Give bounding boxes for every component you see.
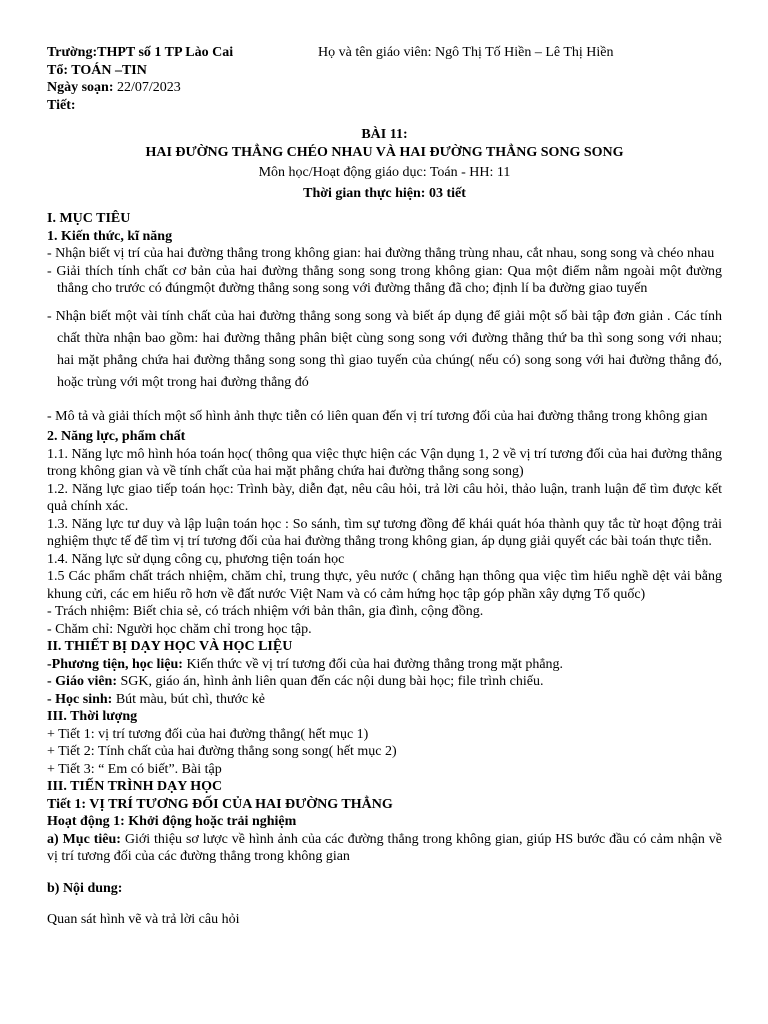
teacher-materials-label: - Giáo viên: — [47, 674, 117, 689]
teacher-names: Ngô Thị Tố Hiền – Lê Thị Hiền — [435, 45, 614, 60]
period1-heading: Tiết 1: VỊ TRÍ TƯƠNG ĐỐI CỦA HAI ĐƯỜNG THẲNG — [47, 796, 393, 812]
school-name: Trường:THPT số 1 TP Lào Cai — [47, 45, 234, 60]
section-objectives-heading: I. MỤC TIÊU — [47, 211, 131, 226]
prep-date — [47, 79, 722, 97]
activity1-heading: Hoạt động 1: Khởi động hoặc trải nghiệm — [47, 814, 297, 829]
duration-item: + Tiết 1: vị trí tương đối của hai đường thẳng( hết mục 1) — [47, 726, 369, 742]
lesson-number: BÀI 11: — [361, 127, 408, 142]
equipment-line — [47, 656, 722, 674]
duration-item: + Tiết 3: “ Em có biết”. Bài tập — [47, 761, 222, 777]
prep-date-value: 22/07/2023 — [117, 80, 181, 95]
competency-item: 1.4. Năng lực sử dụng công cụ, phương tiện toán học — [47, 551, 345, 567]
subsection-knowledge-heading: 1. Kiến thức, kĩ năng — [47, 228, 173, 244]
activity-goal — [47, 831, 722, 866]
teacher-materials-text: SGK, giáo án, hình ảnh liên quan đến các nội dung bài học; file trình chiếu. — [117, 674, 544, 689]
subsection-competency-heading: 2. Năng lực, phẩm chất — [47, 429, 186, 444]
equipment-label: -Phương tiện, học liệu: — [47, 656, 183, 672]
competency-item: - Trách nhiệm: Biết chia sẻ, có trách nhiệm với bản thân, gia đình, cộng đồng. — [47, 604, 484, 619]
activity-goal-text: Giới thiệu sơ lược về hình ảnh của các đường thẳng trong không gian, giúp HS bước đầu có cảm nhận về vị trí tương đối của các đường thẳng trong không gian — [47, 831, 722, 864]
lesson-subject: Môn học/Hoạt động giáo dục: Toán - HH: 11 — [258, 165, 511, 180]
period-label: Tiết: — [47, 97, 76, 113]
duration-heading: III. Thời lượng — [47, 709, 138, 724]
activity-goal-label: a) Mục tiêu: — [47, 831, 121, 847]
competency-item: 1.5 Các phẩm chất trách nhiệm, chăm chỉ, trung thực, yêu nước ( chẳng hạn thông qua việc tìm hiểu nghề dệt vải bằng khung cửi, các em hiểu rõ hơn về đất nước Việt Nam và có cảm hứng học tập góp phần xây dựng Tổ quốc) — [47, 569, 722, 602]
group-name: Tổ: TOÁN –TIN — [47, 62, 147, 78]
section-equipment-heading: II. THIẾT BỊ DẠY HỌC VÀ HỌC LIỆU — [47, 639, 293, 654]
student-materials-line — [47, 691, 722, 709]
teacher-line — [318, 44, 614, 62]
lesson-name: HAI ĐƯỜNG THẲNG CHÉO NHAU VÀ HAI ĐƯỜNG THẲNG SONG SONG — [145, 144, 624, 160]
knowledge-item: - Mô tả và giải thích một số hình ảnh thực tiễn có liên quan đến vị trí tương đối của hai đường thẳng trong không gian — [47, 408, 708, 424]
knowledge-item: - Giải thích tính chất cơ bản của hai đường thẳng song song trong không gian: Qua một điểm nằm ngoài một đường thẳng cho trước có đúngmột đường thẳng song song với đường thẳng đã cho; định lí ba đường giao tuyến — [47, 263, 722, 296]
competency-item: 1.2. Năng lực giao tiếp toán học: Trình bày, diễn đạt, nêu câu hỏi, trả lời câu hỏi, thảo luận, tranh luận để tìm được kết quả chính xác. — [47, 481, 722, 514]
competency-item: - Chăm chỉ: Người học chăm chỉ trong học tập. — [47, 621, 312, 637]
activity-content-text: Quan sát hình vẽ và trả lời câu hỏi — [47, 912, 240, 927]
competency-item: 1.3. Năng lực tư duy và lập luận toán học : So sánh, tìm sự tương đồng để khái quát hóa thành quy tắc từ hoạt động trải nghiệm thực tế để tìm vị trí tương đối của hai đường thẳng trong không gian, áp dụng giải quyết các bài toán thực tiễn. — [47, 516, 722, 549]
activity-content-label: b) Nội dung: — [47, 880, 123, 896]
duration-item: + Tiết 2: Tính chất của hai đường thẳng song song( hết mục 2) — [47, 744, 397, 759]
knowledge-item: - Nhận biết vị trí của hai đường thẳng trong không gian: hai đường thẳng trùng nhau, cắt nhau, song song và chéo nhau — [47, 246, 715, 261]
lesson-duration: Thời gian thực hiện: 03 tiết — [303, 185, 466, 201]
competency-item: 1.1. Năng lực mô hình hóa toán học( thông qua việc thực hiện các Vận dụng 1, 2 về vị trí tương đối của hai đường thẳng trong không gian và về tính chất của hai mặt phẳng chứa hai đường thẳng song song) — [47, 446, 722, 479]
prep-date-label: Ngày soạn: — [47, 80, 114, 95]
knowledge-item: - Nhận biết một vài tính chất của hai đường thẳng song song và biết áp dụng để giải một số bài tập đơn giản . Các tính chất thừa nhận bao gồm: hai đường thẳng phân biệt cùng song song với đường thẳng thứ ba thì song song với nhau; hai mặt phẳng chứa hai đường thẳng song song thì giao tuyến của chúng( nếu có) song song với hai đường thẳng đó, hoặc trùng với một trong hai đường thẳng đó — [47, 308, 722, 390]
teacher-label: Họ và tên giáo viên: — [318, 45, 432, 60]
header-row — [47, 44, 722, 62]
section-process-heading: III. TIẾN TRÌNH DẠY HỌC — [47, 779, 223, 794]
teacher-materials-line — [47, 673, 722, 691]
student-materials-text: Bút màu, bút chì, thước kẻ — [112, 691, 265, 707]
equipment-text: Kiến thức về vị trí tương đối của hai đường thẳng trong mặt phẳng. — [182, 656, 564, 672]
student-materials-label: - Học sinh: — [47, 691, 113, 707]
